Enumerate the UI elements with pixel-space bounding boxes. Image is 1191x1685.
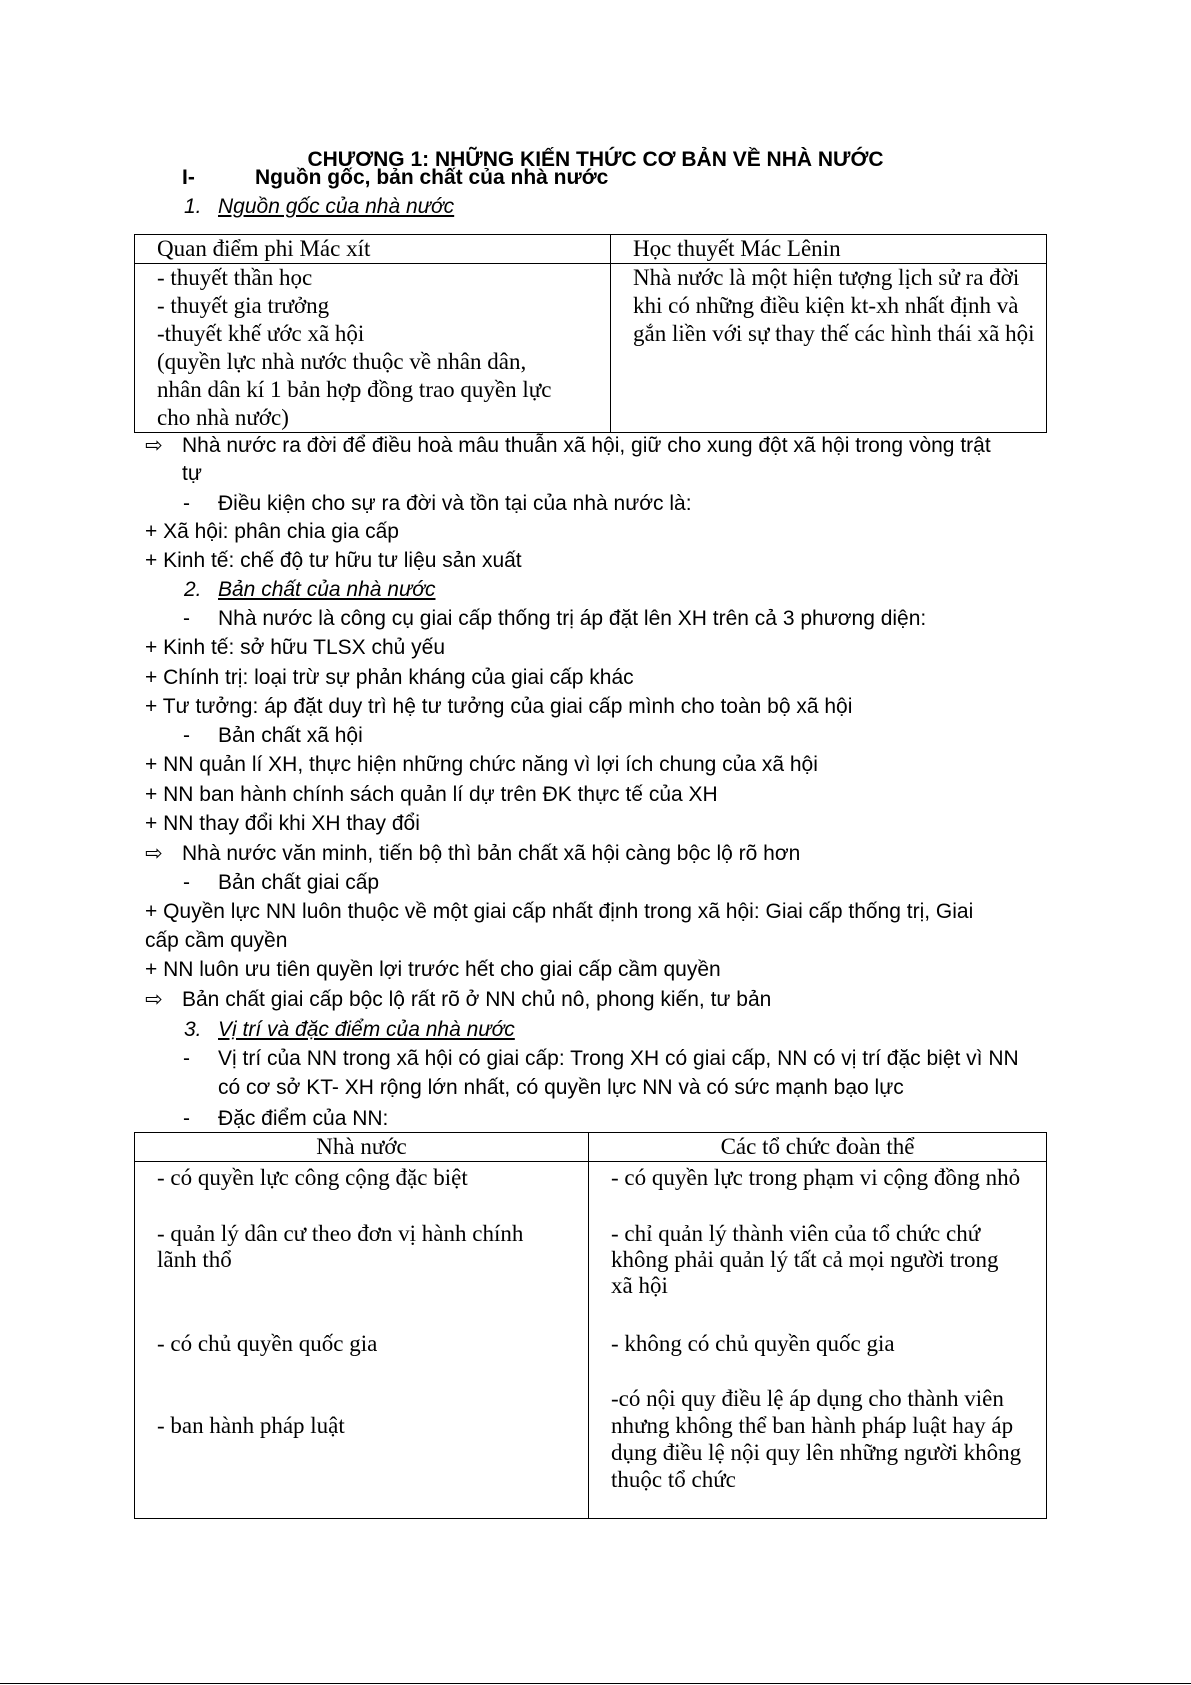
table-row [135, 235, 1047, 264]
cell-line: gắn liền với sự thay thế các hình thái xã hội [633, 321, 1035, 346]
paragraph: + NN thay đổi khi XH thay đổi [145, 812, 420, 835]
cell-line: - thuyết gia trưởng [157, 293, 330, 318]
cell-line: - quản lý dân cư theo đơn vị hành chính [157, 1221, 524, 1246]
cell-line: không phải quản lý tất cả mọi người trong [611, 1247, 999, 1272]
cell-line: thuộc tổ chức [611, 1467, 736, 1492]
subsection-number-3: 3. [184, 1018, 202, 1041]
cell-line: nhưng không thể ban hành pháp luật hay áp [611, 1413, 1014, 1438]
paragraph: + Kinh tế: chế độ tư hữu tư liệu sản xuất [145, 549, 522, 572]
paragraph: Nhà nước ra đời để điều hoà mâu thuẫn xã hội, giữ cho xung đột xã hội trong vòng trật [182, 434, 991, 457]
cell-line: - chỉ quản lý thành viên của tổ chức chứ [611, 1221, 981, 1246]
paragraph: tự [182, 462, 202, 485]
cell-line: (quyền lực nhà nước thuộc về nhân dân, [157, 349, 527, 374]
cell-line: - có quyền lực trong phạm vi cộng đồng nhỏ [611, 1165, 1021, 1190]
table-header-cell: Quan điểm phi Mác xít [135, 235, 611, 264]
cell-line: dụng điều lệ nội quy lên những người không [611, 1440, 1022, 1465]
table-header-cell: Nhà nước [135, 1133, 589, 1162]
arrow-icon: ⇨ [145, 842, 163, 865]
subsection-heading-2: Bản chất của nhà nước [218, 578, 436, 601]
dash-bullet: - [183, 871, 190, 894]
paragraph: cấp cầm quyền [145, 929, 288, 952]
paragraph: Bản chất giai cấp [218, 871, 380, 894]
table-cell [611, 264, 1047, 433]
features-table [134, 1132, 1047, 1519]
dash-bullet: - [183, 724, 190, 747]
cell-line: lãnh thổ [157, 1247, 232, 1272]
table-row [135, 1162, 1047, 1519]
table-row [135, 1133, 1047, 1162]
cell-line: nhân dân kí 1 bản hợp đồng trao quyền lực [157, 377, 552, 402]
paragraph: Bản chất xã hội [218, 724, 363, 747]
cell-line: cho nhà nước) [157, 405, 289, 430]
arrow-icon: ⇨ [145, 434, 163, 457]
paragraph: Điều kiện cho sự ra đời và tồn tại của nhà nước là: [218, 492, 692, 515]
subsection-heading-1: Nguồn gốc của nhà nước [218, 195, 455, 218]
cell-line: xã hội [611, 1273, 668, 1298]
paragraph: + Xã hội: phân chia gia cấp [145, 520, 399, 543]
paragraph: + Tư tưởng: áp đặt duy trì hệ tư tưởng của giai cấp mình cho toàn bộ xã hội [145, 695, 853, 718]
table-cell [135, 264, 611, 433]
cell-line: - có chủ quyền quốc gia [157, 1331, 378, 1356]
cell-line: - có quyền lực công cộng đặc biệt [157, 1165, 468, 1190]
table-cell [589, 1162, 1047, 1519]
paragraph: + NN quản lí XH, thực hiện những chức năng vì lợi ích chung của xã hội [145, 753, 818, 776]
table-header-cell: Các tổ chức đoàn thể [589, 1133, 1047, 1162]
paragraph: có cơ sở KT- XH rộng lớn nhất, có quyền lực NN và có sức mạnh bạo lực [218, 1076, 904, 1099]
paragraph: + Chính trị: loại trừ sự phản kháng của giai cấp khác [145, 666, 634, 689]
subsection-number-1: 1. [184, 195, 202, 218]
section-marker: I- [182, 166, 195, 189]
section-heading: Nguồn gốc, bản chất của nhà nước [255, 166, 609, 189]
subsection-heading-3: Vị trí và đặc điểm của nhà nước [218, 1018, 515, 1041]
table-row [135, 264, 1047, 433]
paragraph: Bản chất giai cấp bộc lộ rất rõ ở NN chủ nô, phong kiến, tư bản [182, 988, 772, 1011]
arrow-icon: ⇨ [145, 988, 163, 1011]
paragraph: + Kinh tế: sở hữu TLSX chủ yếu [145, 636, 446, 659]
origin-table [134, 234, 1047, 433]
page-bottom-rule [0, 1683, 1191, 1684]
table-cell [135, 1162, 589, 1519]
paragraph: Nhà nước văn minh, tiến bộ thì bản chất xã hội càng bộc lộ rõ hơn [182, 842, 801, 865]
paragraph: + NN luôn ưu tiên quyền lợi trước hết cho giai cấp cầm quyền [145, 958, 721, 981]
cell-line: - ban hành pháp luật [157, 1413, 345, 1438]
cell-line: -có nội quy điều lệ áp dụng cho thành viên [611, 1386, 1004, 1411]
paragraph: Nhà nước là công cụ giai cấp thống trị áp đặt lên XH trên cả 3 phương diện: [218, 607, 927, 630]
dash-bullet: - [183, 1107, 190, 1130]
dash-bullet: - [183, 492, 190, 515]
paragraph: + NN ban hành chính sách quản lí dự trên ĐK thực tế của XH [145, 783, 718, 806]
cell-line: khi có những điều kiện kt-xh nhất định và [633, 293, 1019, 318]
paragraph: + Quyền lực NN luôn thuộc về một giai cấp nhất định trong xã hội: Giai cấp thống trị, Giai [145, 900, 974, 923]
cell-line: Nhà nước là một hiện tượng lịch sử ra đời [633, 265, 1020, 290]
dash-bullet: - [183, 1047, 190, 1070]
dash-bullet: - [183, 607, 190, 630]
cell-line: -thuyết khế ước xã hội [157, 321, 365, 346]
cell-line: - thuyết thần học [157, 265, 313, 290]
chapter-title: CHƯƠNG 1: NHỮNG KIẾN THỨC CƠ BẢN VỀ NHÀ NƯỚC [307, 148, 884, 171]
subsection-number-2: 2. [184, 578, 202, 601]
paragraph: Đặc điểm của NN: [218, 1107, 389, 1130]
cell-line: - không có chủ quyền quốc gia [611, 1331, 895, 1356]
table-header-cell: Học thuyết Mác Lênin [611, 235, 1047, 264]
paragraph: Vị trí của NN trong xã hội có giai cấp: Trong XH có giai cấp, NN có vị trí đặc biệt vì NN [218, 1047, 1019, 1070]
